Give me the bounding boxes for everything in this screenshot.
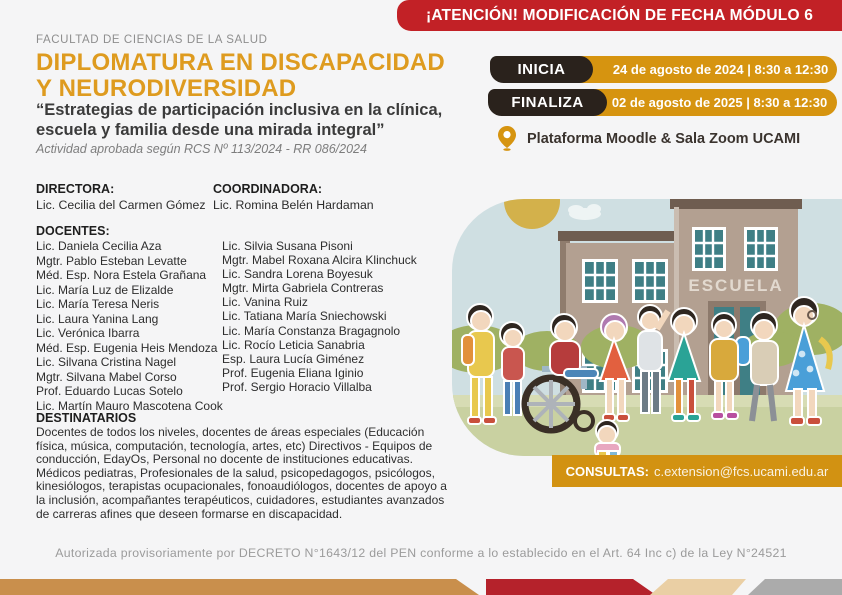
ribbon-gray xyxy=(748,579,842,595)
docente-name: Lic. Silvana Cristina Nagel xyxy=(36,355,177,369)
docente-name: Lic. Tatiana María Sniechowski xyxy=(222,309,387,324)
docente-name: Mgtr. Silvana Mabel Corso xyxy=(36,369,177,384)
coordinator-label: COORDINADORA: xyxy=(213,182,323,196)
docente-name: Esp. Laura Lucía Giménez xyxy=(222,351,365,366)
docente-name: Lic. Laura Yanina Lang xyxy=(36,311,159,326)
docentes-column-2 xyxy=(222,239,417,394)
docente-name: Lic. Verónica Ibarra xyxy=(36,326,140,340)
start-date-value: 24 de agosto de 2024 | 8:30 a 12:30 xyxy=(518,56,837,83)
start-date-label: INICIA xyxy=(490,56,593,83)
docentes-column-1 xyxy=(36,239,223,413)
approval-note: Actividad aprobada según RCS Nº 113/2024 - RR 086/2024 xyxy=(36,142,367,156)
docente-name: Prof. Sergio Horacio Villalba xyxy=(222,379,372,394)
subtitle-line1: “Estrategias de participación inclusiva en la clínica, xyxy=(36,101,443,119)
illustration-graphic xyxy=(452,199,842,456)
docente-name: Lic. María Teresa Neris xyxy=(36,297,160,311)
docente-name: Lic. María Constanza Bragagnolo xyxy=(222,323,401,338)
end-date-label: FINALIZA xyxy=(488,89,607,116)
consultas-label: CONSULTAS: xyxy=(565,463,649,479)
location-text: Plataforma Moodle & Sala Zoom UCAMI xyxy=(527,130,801,147)
docentes-label: DOCENTES: xyxy=(36,224,110,238)
attention-banner-text: ¡ATENCIÓN! MODIFICACIÓN DE FECHA MÓDULO 6 xyxy=(425,6,814,24)
consultas-email[interactable]: c.extension@fcs.ucami.edu.ar xyxy=(653,463,829,479)
docente-name: Méd. Esp. Nora Estela Grañana xyxy=(36,268,207,282)
director-label: DIRECTORA: xyxy=(36,182,115,196)
docente-name: Mgtr. Mirta Gabriela Contreras xyxy=(222,281,384,296)
school-sign-text: ESCUELA xyxy=(688,276,784,295)
ribbon-red xyxy=(486,579,656,595)
coordinator-name: Lic. Romina Belén Hardaman xyxy=(213,198,374,212)
docente-name: Lic. Silvia Susana Pisoni xyxy=(222,239,353,253)
page-title-line2: Y NEURODIVERSIDAD xyxy=(36,75,297,102)
destinatarios-text: Docentes de todos los niveles, docentes de áreas especiales (Educación física, música, computación, tecnología, artes, etc) Directivos - Equipos de conducción, EdayOs, Personal no docente de instituciones educativas. Médicos pediatras, Profesionales de la salud, psicopedagogos, psicólogos, kinesiólogos, terapistas ocupacionales, fonoaudiólogos, docentes de apoyo a la inclusión, acompañantes terapéuticos, cuidadores, estudiantes avanzados de carreras afines que deseen formarse en discapacidad. xyxy=(36,425,447,521)
docente-name: Prof. Eduardo Lucas Sotelo xyxy=(36,384,183,398)
ribbon-beige xyxy=(650,579,746,595)
subtitle-quote xyxy=(36,101,442,140)
consultas-bar xyxy=(552,455,842,487)
authorization-footnote: Autorizada provisoriamente por DECRETO N°1643/12 del PEN conforme a lo establecido en el Art. 64 Inc c) de la Ley N°24521 xyxy=(55,546,787,560)
docente-name: Lic. Rocío Leticia Sanabria xyxy=(222,337,365,352)
docente-name: Lic. Vanina Ruiz xyxy=(222,295,308,310)
docente-name: Lic. Daniela Cecilia Aza xyxy=(36,239,162,253)
end-date-row xyxy=(488,89,837,116)
ribbon-amber xyxy=(0,579,479,595)
destinatarios-label: DESTINATARIOS xyxy=(36,411,137,425)
page-title xyxy=(36,50,445,102)
docente-name: Lic. María Luz de Elizalde xyxy=(36,282,174,297)
end-date-value: 02 de agosto de 2025 | 8:30 a 12:30 xyxy=(516,89,837,116)
subtitle-line2: escuela y familia desde una mirada integral” xyxy=(36,120,385,139)
docente-name: Méd. Esp. Eugenia Heis Mendoza xyxy=(36,340,218,355)
docente-name: Lic. Martín Mauro Mascotena Cook xyxy=(36,398,223,413)
page-title-line1: DIPLOMATURA EN DISCAPACIDAD xyxy=(36,49,445,76)
school-children-illustration xyxy=(452,199,842,456)
docente-name: Mgtr. Mabel Roxana Alcira Klinchuck xyxy=(222,253,417,268)
docente-name: Prof. Eugenia Eliana Iginio xyxy=(222,365,364,380)
docente-name: Mgtr. Pablo Esteban Levatte xyxy=(36,253,187,268)
location-pin-icon xyxy=(498,126,516,151)
start-date-row xyxy=(490,56,837,83)
attention-banner xyxy=(397,0,842,31)
director-name: Lic. Cecilia del Carmen Gómez xyxy=(36,198,206,212)
location-row xyxy=(498,126,800,151)
faculty-name: FACULTAD DE CIENCIAS DE LA SALUD xyxy=(36,34,268,46)
docente-name: Lic. Sandra Lorena Boyesuk xyxy=(222,267,373,282)
